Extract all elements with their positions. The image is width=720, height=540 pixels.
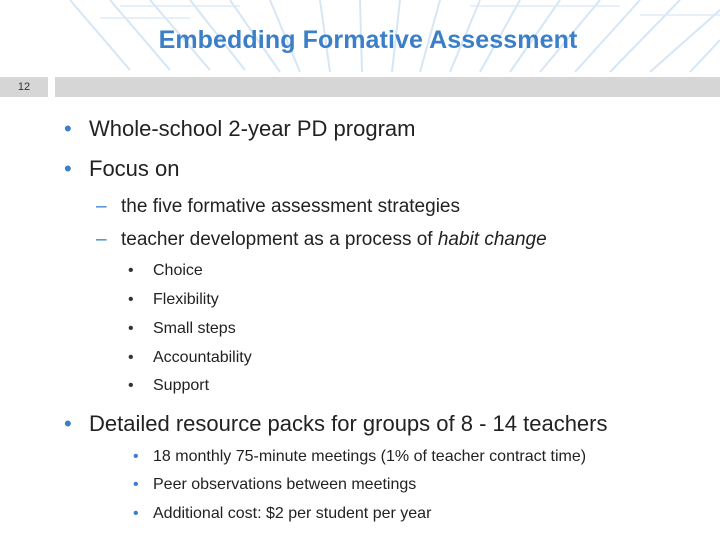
bullet-dot-icon: • — [133, 476, 139, 493]
bullet-item — [64, 116, 415, 142]
pack-item — [133, 505, 431, 523]
habit-item — [128, 377, 209, 395]
slide-title: Embedding Formative Assessment — [158, 26, 578, 54]
pack-item-text: 18 monthly 75-minute meetings (1% of teacher contract time) — [153, 448, 587, 465]
bullet-dot-icon: • — [128, 262, 134, 279]
habit-item — [128, 262, 203, 280]
habit-item-text: Support — [153, 377, 210, 394]
bullet-dot-icon: • — [128, 377, 134, 394]
habit-item — [128, 291, 219, 309]
bullet-dot-icon: • — [64, 411, 72, 436]
bullet-dot-icon: • — [128, 349, 134, 366]
bullet-item — [64, 411, 608, 437]
slide-number — [0, 77, 48, 97]
sub-bullet-italic-text: habit change — [437, 229, 547, 250]
pack-item-text: Peer observations between meetings — [153, 476, 417, 493]
slide-number-text: 12 — [17, 81, 31, 93]
bullet-dot-icon: • — [64, 156, 72, 181]
habit-item — [128, 320, 236, 338]
sub-bullet-text: the five formative assessment strategies — [121, 196, 460, 217]
bullet-text: Detailed resource packs for groups of 8 - 14 teachers — [89, 411, 608, 436]
pack-item — [133, 448, 586, 466]
dash-bullet-icon: – — [96, 196, 107, 217]
pack-item — [133, 476, 416, 494]
habit-item-text: Small steps — [153, 320, 236, 337]
pack-item-text: Additional cost: $2 per student per year — [153, 505, 432, 522]
bullet-dot-icon: • — [133, 505, 139, 522]
bullet-dot-icon: • — [64, 116, 72, 141]
bullet-dot-icon: • — [133, 448, 139, 465]
dash-bullet-icon: – — [96, 229, 107, 250]
bullet-text: Whole-school 2-year PD program — [89, 116, 416, 141]
habit-item-text: Accountability — [153, 349, 252, 366]
bullet-item — [64, 156, 180, 182]
habit-item-text: Flexibility — [153, 291, 219, 308]
header-rule — [55, 77, 720, 97]
sub-bullet-item — [96, 229, 547, 251]
habit-item-text: Choice — [153, 262, 203, 279]
bullet-dot-icon: • — [128, 320, 134, 337]
sub-bullet-text: teacher development as a process of — [121, 229, 433, 250]
habit-item — [128, 349, 252, 367]
bullet-dot-icon: • — [128, 291, 134, 308]
sub-bullet-item — [96, 196, 460, 218]
bullet-text: Focus on — [89, 156, 180, 181]
